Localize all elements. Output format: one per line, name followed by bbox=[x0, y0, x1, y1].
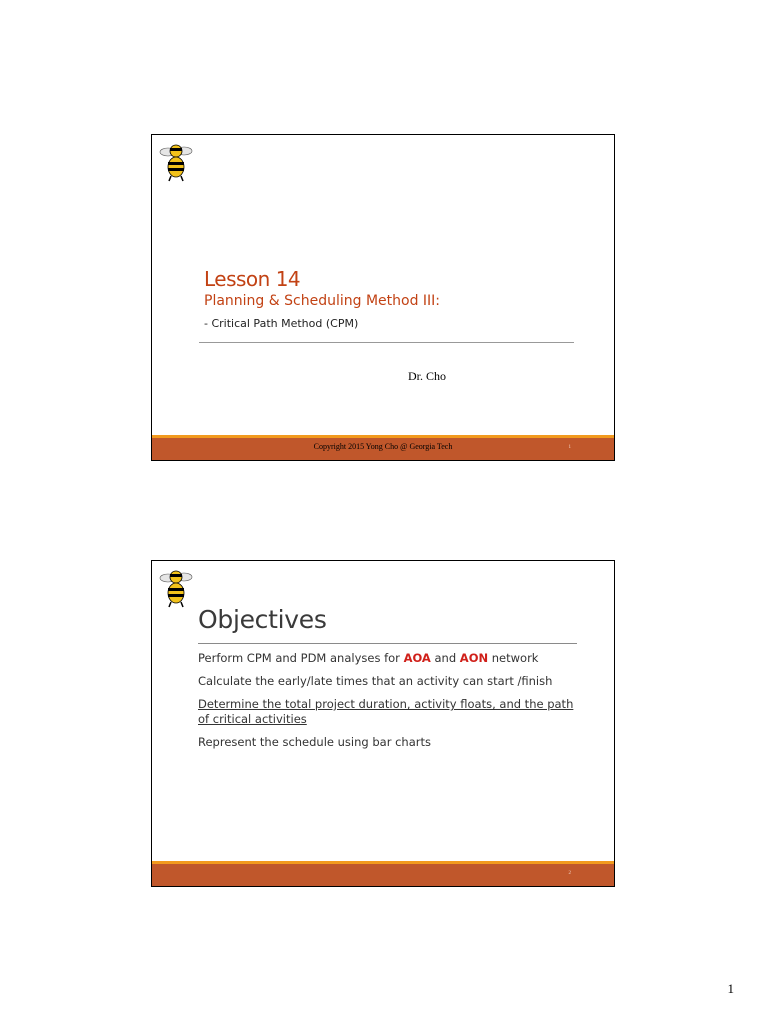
aoa-highlight: AOA bbox=[403, 651, 431, 665]
copyright-text: Copyright 2015 Yong Cho @ Georgia Tech bbox=[313, 442, 453, 451]
yellow-jacket-mascot-icon bbox=[159, 140, 193, 182]
objectives-title: Objectives bbox=[198, 605, 327, 634]
list-item: Determine the total project duration, activity floats, and the path of critical activities bbox=[198, 697, 574, 726]
slide-footer bbox=[152, 861, 614, 886]
lesson-topic: - Critical Path Method (CPM) bbox=[204, 317, 359, 330]
author-name: Dr. Cho bbox=[408, 369, 447, 383]
lesson-title: Lesson 14 bbox=[204, 267, 301, 291]
list-item: Represent the schedule using bar charts bbox=[198, 735, 431, 749]
list-item: Calculate the early/late times that an activity can start /finish bbox=[198, 674, 553, 688]
divider bbox=[199, 342, 574, 343]
aon-highlight: AON bbox=[459, 651, 489, 665]
slide-number: 1 bbox=[568, 445, 571, 450]
yellow-jacket-mascot-icon bbox=[159, 566, 193, 608]
slide-number: 2 bbox=[568, 871, 571, 876]
slide-1 bbox=[151, 134, 615, 461]
objectives-list bbox=[198, 651, 583, 758]
list-item: Perform CPM and PDM analyses for AOA and AON network bbox=[198, 651, 539, 665]
slide-2 bbox=[151, 560, 615, 887]
divider bbox=[198, 643, 577, 644]
slide-footer bbox=[152, 435, 614, 460]
page-number: 1 bbox=[727, 981, 734, 996]
lesson-subtitle: Planning & Scheduling Method III: bbox=[204, 293, 441, 309]
